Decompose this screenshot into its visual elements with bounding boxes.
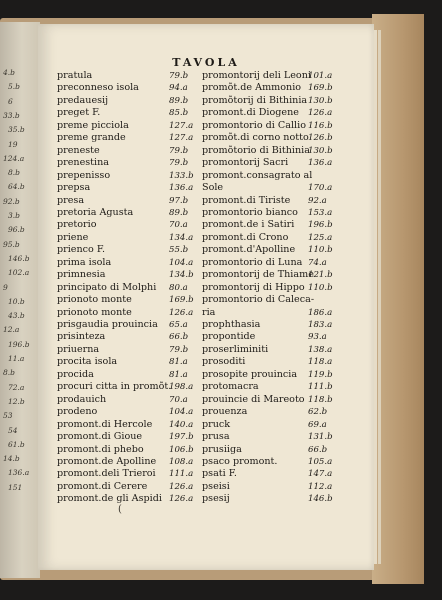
index-entry-name: promont.de gli Aspidi: [57, 493, 162, 505]
index-entry-name: pruck: [202, 418, 231, 430]
index-entry-name: preget F.: [57, 107, 101, 119]
index-entry-page: 81.a: [169, 357, 188, 368]
index-entry-name: presa: [57, 194, 85, 206]
index-entry-name: promont.di Cerere: [57, 480, 148, 492]
index-entry-name: prouenza: [202, 406, 248, 418]
facing-page-number: 35.b: [8, 125, 25, 135]
facing-page-number: 61.b: [8, 439, 25, 449]
index-entry-name: promontorij di Hippo: [202, 281, 305, 293]
index-entry-name: promõtorij di Bithinia: [202, 94, 308, 106]
index-entry-name: promontorio bianco: [202, 206, 298, 218]
index-entry-name: psesij: [202, 493, 230, 505]
index-entry-name: Sole: [202, 182, 224, 194]
index-entry-name: promontorio di Luna: [202, 256, 303, 268]
index-entry-page: 130.b: [308, 95, 333, 106]
index-entry-name: pratula: [57, 70, 93, 81]
index-entry-page: 85.b: [169, 108, 189, 119]
index-entry-page: 97.b: [169, 195, 189, 206]
index-entry-name: prosoditi: [202, 356, 246, 368]
facing-page-number: 33.b: [3, 110, 20, 120]
index-entry-page: 126.a: [169, 494, 194, 505]
page-edge: [374, 30, 377, 564]
index-entry-page: 70.a: [169, 394, 188, 405]
index-entry-page: 101.a: [308, 71, 333, 81]
index-entry-name: ria: [202, 306, 216, 318]
index-entry-name: prosopite prouincia: [202, 368, 298, 380]
index-entry-name: prodauich: [57, 393, 107, 405]
index-entry-page: 79.b: [169, 71, 189, 81]
index-entry-page: 136.a: [169, 183, 194, 194]
facing-page-number: 102.a: [8, 268, 30, 278]
facing-page-number: 54: [8, 425, 18, 435]
ink-mark: (: [118, 504, 122, 515]
index-entry-page: 62.b: [308, 407, 328, 418]
facing-page-number: 95.b: [3, 239, 20, 249]
index-entry-page: 105.a: [308, 456, 333, 467]
index-entry-name: prodeno: [57, 406, 98, 418]
index-entry-name: procuri citta in promõt.: [57, 381, 172, 393]
index-entry-page: 127.a: [169, 120, 194, 131]
index-entry-page: 131.b: [308, 432, 333, 443]
index-entry-page: 119.b: [308, 369, 333, 380]
index-entry-page: 104.a: [169, 257, 194, 268]
index-entry-name: psaco promont.: [202, 455, 278, 467]
index-entry-name: promontorij deli Leoni: [202, 70, 311, 81]
index-entry-page: 125.a: [308, 232, 333, 243]
index-entry-page: 146.b: [308, 494, 333, 505]
index-entry-page: 134.b: [169, 270, 194, 281]
facing-page-number: 53: [3, 411, 13, 421]
index-entry-name: pseisi: [202, 480, 230, 492]
index-entry-page: 70.a: [169, 220, 188, 231]
index-entry-page: 111.a: [169, 469, 194, 480]
index-entry-name: prusiiga: [202, 443, 242, 455]
index-entry-name: promont.de Apolline: [57, 455, 157, 467]
index-entry-name: promont.di Hercole: [57, 418, 153, 430]
index-entry-page: 80.a: [169, 282, 188, 293]
index-entry-name: principato di Molphi: [57, 281, 157, 293]
index-entry-name: prisgaudia prouincia: [57, 319, 158, 330]
index-entry-page: 118.a: [308, 357, 333, 368]
index-entry-page: 126.a: [169, 307, 194, 318]
index-entry-name: procita isola: [57, 356, 118, 368]
index-entry-name: prouincie di Mareoto: [202, 393, 305, 405]
index-entry-name: propontide: [202, 331, 256, 343]
facing-page-number: 72.a: [8, 382, 25, 392]
index-entry-page: 79.b: [169, 158, 189, 169]
index-entry-name: predauesij: [57, 94, 109, 106]
page-edge: [378, 30, 381, 564]
index-entry-name: pretorio: [57, 219, 97, 231]
index-entry-page: 133.b: [169, 170, 194, 181]
facing-page-number: 6: [8, 96, 13, 106]
index-entry-page: 197.b: [169, 432, 194, 443]
index-entry-page: 170.a: [308, 183, 333, 194]
index-entry-name: promõt.de Ammonio: [202, 82, 302, 94]
index-entry-page: 108.a: [169, 456, 194, 467]
facing-page-number: 96.b: [8, 225, 25, 235]
facing-page-number: 14.b: [3, 454, 20, 464]
index-entry-name: promont.di Crono: [202, 231, 289, 243]
index-entry-page: 196.b: [308, 220, 333, 231]
index-entry-name: priene: [57, 231, 89, 243]
index-entry-name: promont.de i Satiri: [202, 219, 295, 231]
index-entry-name: preneste: [57, 144, 100, 156]
index-entry-page: 94.a: [169, 83, 188, 94]
index-entry-page: 147.a: [308, 469, 333, 480]
index-entry-name: promontorij Sacri: [202, 157, 289, 169]
index-entry-page: 106.b: [169, 444, 194, 455]
index-entry-page: 127.a: [169, 133, 194, 144]
index-entry-page: 66.b: [169, 332, 189, 343]
index-entry-name: promont.di Tiriste: [202, 194, 291, 206]
index-entry-page: 55.b: [169, 245, 189, 256]
index-entry-name: promont.consagrato al: [202, 169, 313, 181]
index-entry-page: 66.b: [308, 444, 328, 455]
index-entry-page: 138.a: [308, 344, 333, 355]
index-entry-name: pretoria Agusta: [57, 206, 134, 218]
index-entry-name: promontorij de Thiame: [202, 269, 314, 281]
index-entry-page: 74.a: [308, 257, 327, 268]
index-entry-name: prenestina: [57, 157, 110, 169]
index-entry-page: 79.b: [169, 145, 189, 156]
index-entry-page: 110.b: [308, 245, 333, 256]
index-entry-name: priuerna: [57, 343, 100, 355]
facing-page-number: 11.a: [8, 354, 25, 363]
index-entry-page: 112.a: [308, 481, 333, 492]
index-entry-page: 111.b: [308, 382, 333, 393]
index-entry-name: promont.deli Trieroi: [57, 468, 156, 480]
facing-page-number: 9: [3, 282, 8, 292]
index-entry-page: 116.b: [308, 120, 333, 131]
index-entry-name: prepenisso: [57, 169, 111, 181]
index-entry-page: 169.b: [308, 83, 333, 94]
index-entry-page: 118.b: [308, 394, 333, 405]
index-entry-name: promõtorio di Bithinia: [202, 144, 310, 156]
facing-page-number: 136.a: [8, 468, 30, 478]
index-entry-name: promont.di Diogene: [202, 107, 299, 119]
index-entry-page: 198.a: [169, 382, 194, 393]
index-entry-page: 65.a: [169, 320, 188, 330]
index-entry-name: promont.d'Apolline: [202, 244, 296, 256]
facing-page-number: 92.b: [3, 196, 20, 206]
facing-page-number: 8.b: [3, 368, 15, 378]
index-entry-name: psati F.: [202, 468, 237, 480]
page-header: TAVOLA: [172, 56, 240, 69]
index-entry-name: primnesia: [57, 269, 106, 281]
index-entry-name: prophthasia: [202, 319, 261, 330]
facing-page-number: 19: [8, 139, 18, 149]
index-entry-page: 89.b: [169, 95, 189, 106]
index-entry-name: promõt.di corno notto: [202, 132, 309, 144]
facing-page-number: 5.b: [8, 82, 20, 92]
facing-page-number: 124.a: [3, 153, 25, 163]
index-entry-page: 136.a: [308, 158, 333, 169]
index-entry-page: 130.b: [308, 145, 333, 156]
index-entry-name: preme grande: [57, 132, 126, 144]
facing-page-number: 3.b: [8, 211, 20, 220]
index-entry-name: preconneso isola: [57, 82, 139, 94]
index-entry-name: procida: [57, 368, 94, 380]
index-entry-name: promont.di phebo: [57, 443, 144, 455]
index-entry-page: 186.a: [308, 307, 333, 318]
facing-page-number: 4.b: [3, 68, 15, 77]
index-entry-name: promontorio di Caleca-: [202, 294, 315, 306]
index-entry-page: 140.a: [169, 419, 194, 430]
index-entry-page: 81.a: [169, 369, 188, 380]
facing-page-number: 43.b: [8, 311, 25, 321]
index-entry-name: prima isola: [57, 256, 112, 268]
facing-page-number: 196.b: [8, 339, 30, 349]
index-entry-page: 126.a: [169, 481, 194, 492]
index-entry-page: 134.a: [169, 232, 194, 243]
index-entry-name: prusa: [202, 431, 230, 443]
index-entry-page: 110.b: [308, 282, 333, 293]
facing-page-number: 8.b: [8, 168, 20, 178]
index-entry-page: 126.a: [308, 108, 333, 119]
facing-page-number: 10.b: [8, 296, 25, 306]
facing-page-number: 64.b: [8, 182, 25, 192]
index-entry-name: protomacra: [202, 381, 259, 393]
index-entry-name: prisinteza: [57, 331, 106, 343]
index-entry-name: prionoto monte: [57, 306, 132, 318]
index-entry-name: prienco F.: [57, 244, 106, 256]
index-entry-page: 69.a: [308, 419, 327, 430]
index-entry-page: 89.b: [169, 207, 189, 218]
index-entry-name: promontorio di Callio: [202, 119, 306, 131]
facing-page-fragment: [0, 22, 40, 578]
index-entry-page: 153.a: [308, 207, 333, 218]
index-entry-name: proserliminiti: [202, 343, 269, 355]
index-entry-name: promont.di Gioue: [57, 431, 143, 443]
index-entry-page: 92.a: [308, 195, 327, 206]
facing-page-number: 151: [8, 482, 23, 492]
index-entry-page: 169.b: [169, 295, 194, 306]
index-entry-page: 183.a: [308, 320, 333, 330]
index-entry-name: prionoto monte: [57, 294, 132, 306]
index-entry-page: 93.a: [308, 332, 327, 343]
facing-page-number: 12.a: [3, 325, 20, 335]
index-entry-page: 104.a: [169, 407, 194, 418]
index-entry-page: 126.b: [308, 133, 333, 144]
facing-page-number: 146.b: [8, 253, 30, 263]
index-entry-name: prepsa: [57, 182, 91, 194]
index-entry-page: 79.b: [169, 344, 189, 355]
index-entry-page: 121.b: [308, 270, 333, 281]
facing-page-number: 12.b: [8, 396, 25, 406]
index-entry-name: preme picciola: [57, 119, 129, 131]
